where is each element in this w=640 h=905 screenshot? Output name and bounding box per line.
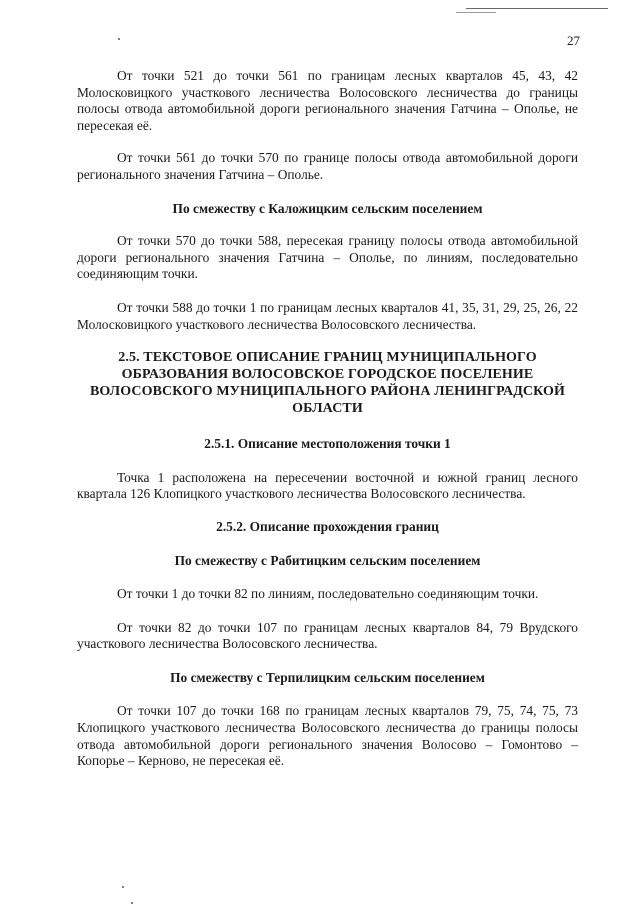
paragraph-point-82-107: От точки 82 до точки 107 по границам лесных кварталов 84, 79 Врудского участкового лесничества Волосовского лесничества. xyxy=(77,619,578,652)
page-number: 27 xyxy=(567,33,580,48)
paragraph-point-1-82: От точки 1 до точки 82 по линиям, последовательно соединяющим точки. xyxy=(117,586,539,602)
paragraph-point-588-1: От точки 588 до точки 1 по границам лесных кварталов 41, 35, 31, 29, 25, 26, 22 Молосковицкого участкового лесничества Волосовского лесничества. xyxy=(77,299,578,332)
subheading-2-5-2: 2.5.2. Описание прохождения границ xyxy=(216,518,439,534)
section-heading-kalozhitsy: По смежеству с Каложицким сельским поселением xyxy=(172,200,483,216)
paragraph-point-107-168: От точки 107 до точки 168 по границам лесных кварталов 79, 75, 74, 75, 73 Клопицкого участкового лесничества Волосовского лесничества до границы полосы отвода автомобильной дороги регионального значения Волосово – Гомонтово – Копорье – Керново, не пересекая её. xyxy=(77,703,578,769)
scan-artifact-line xyxy=(466,8,608,9)
subheading-2-5-1: 2.5.1. Описание местоположения точки 1 xyxy=(204,436,451,452)
paragraph-point-561-570: От точки 561 до точки 570 по границе полосы отвода автомобильной дороги регионального значения Гатчина – Ополье. xyxy=(77,150,578,182)
scan-speck xyxy=(122,886,124,888)
document-body xyxy=(77,68,578,786)
paragraph-point-570-588: От точки 570 до точки 588, пересекая границу полосы отвода автомобильной дороги регионального значения Гатчина – Ополье, по линиям, последовательно соединяющим точки. xyxy=(77,233,578,282)
scan-artifact-line-short xyxy=(456,12,496,13)
paragraph-point-521-561: От точки 521 до точки 561 по границам лесных кварталов 45, 43, 42 Молосковицкого участкового лесничества Волосовского лесничества до границы полосы отвода автомобильной дороги регионального значения Гатчина – Ополье, не пересекая её. xyxy=(77,68,578,133)
section-heading-rabititsy: По смежеству с Рабитицким сельским поселением xyxy=(174,552,481,568)
scan-speck xyxy=(118,38,120,40)
scan-speck xyxy=(131,902,133,904)
section-heading-terpilitsy: По смежеству с Терпилицким сельским поселением xyxy=(170,669,485,685)
main-heading-2-5: 2.5. ТЕКСТОВОЕ ОПИСАНИЕ ГРАНИЦ МУНИЦИПАЛЬНОГО ОБРАЗОВАНИЯ ВОЛОСОВСКОЕ ГОРОДСКОЕ ПОСЕЛЕНИЕ ВОЛОСОВСКОГО МУНИЦИПАЛЬНОГО РАЙОНА ЛЕНИНГРАДСКОЙ ОБЛАСТИ xyxy=(89,350,566,417)
paragraph-point-1-location: Точка 1 расположена на пересечении восточной и южной границ лесного квартала 126 Клопицкого участкового лесничества Волосовского лесничества. xyxy=(77,469,578,502)
